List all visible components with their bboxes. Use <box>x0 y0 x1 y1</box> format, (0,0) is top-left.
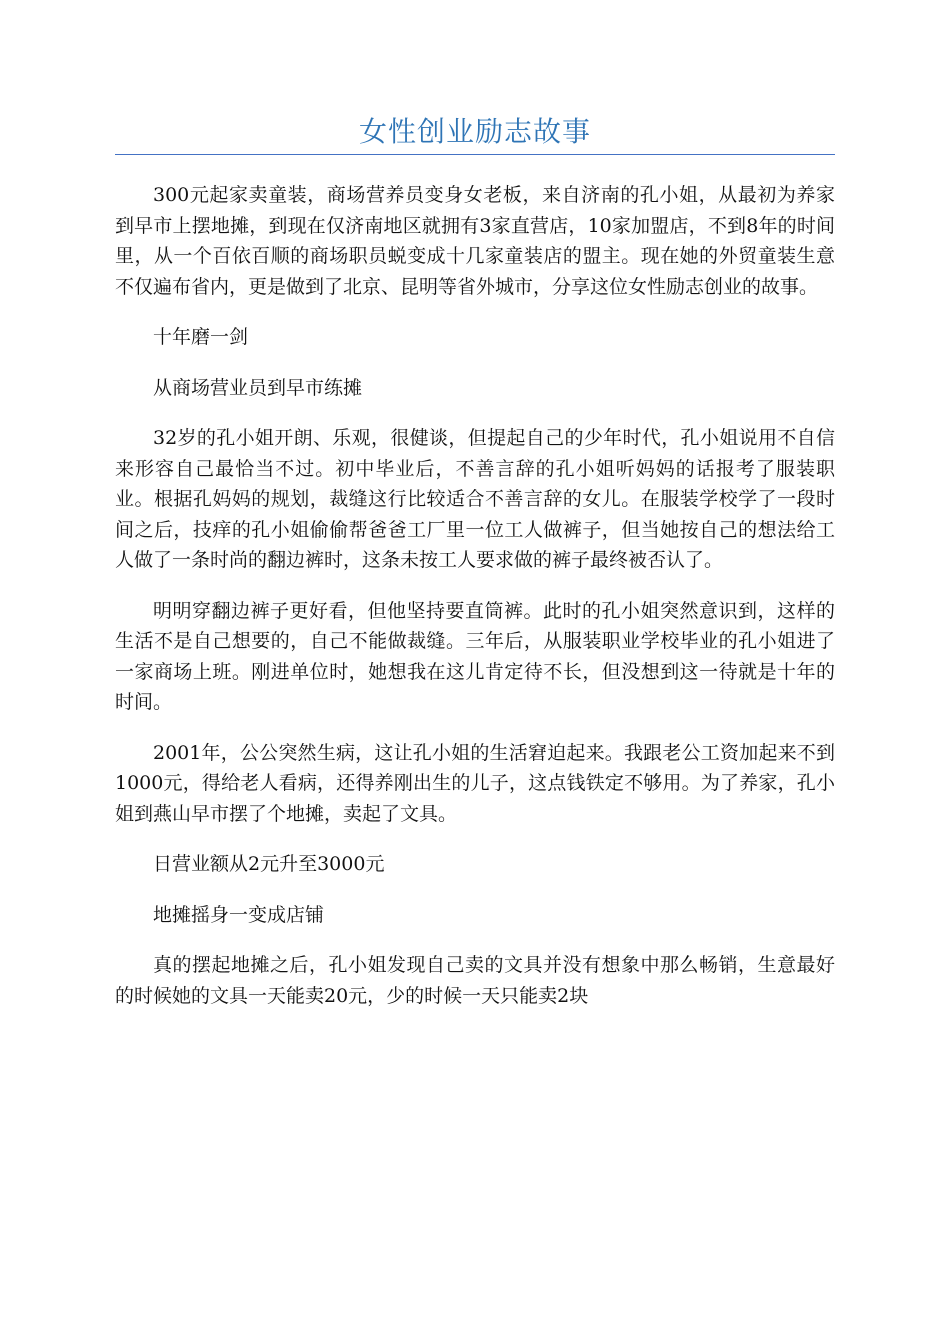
paragraph-intro: 300元起家卖童装，商场营养员变身女老板，来自济南的孔小姐，从最初为养家到早市上摆地摊，到现在仅济南地区就拥有3家直营店，10家加盟店，不到8年的时间里，从一个百依百顺的商场职员蜕变成十几家童装店的盟主。现在她的外贸童装生意不仅遍布省内，更是做到了北京、昆明等省外城市，分享这位女性励志创业的故事。 <box>115 184 835 298</box>
document-body <box>115 180 835 1031</box>
section-subheading: 地摊摇身一变成店铺 <box>153 903 325 926</box>
section-subheading: 从商场营业员到早市练摊 <box>153 376 363 399</box>
section-heading: 日营业额从2元升至3000元 <box>153 853 385 875</box>
paragraph: 明明穿翻边裤子更好看，但他坚持要直筒裤。此时的孔小姐突然意识到，这样的生活不是自己想要的，自己不能做裁缝。三年后，从服装职业学校毕业的孔小姐进了一家商场上班。刚进单位时，她想我在这儿肯定待不长，但没想到这一待就是十年的时间。 <box>115 599 835 713</box>
title-underline <box>115 154 835 155</box>
section-heading: 十年磨一剑 <box>153 326 249 348</box>
document-title: 女性创业励志故事 <box>358 115 591 148</box>
paragraph: 真的摆起地摊之后，孔小姐发现自己卖的文具并没有想象中那么畅销，生意最好的时候她的文具一天能卖20元，少的时候一天只能卖2块 <box>115 954 835 1007</box>
paragraph: 2001年，公公突然生病，这让孔小姐的生活窘迫起来。我跟老公工资加起来不到1000元，得给老人看病，还得养刚出生的儿子，这点钱铁定不够用。为了养家，孔小姐到燕山早市摆了个地摊，卖起了文具。 <box>115 741 835 825</box>
paragraph: 32岁的孔小姐开朗、乐观，很健谈，但提起自己的少年时代，孔小姐说用不自信来形容自己最恰当不过。初中毕业后，不善言辞的孔小姐听妈妈的话报考了服装职业。根据孔妈妈的规划，裁缝这行比较适合不善言辞的女儿。在服装学校学了一段时间之后，技痒的孔小姐偷偷帮爸爸工厂里一位工人做裤子，但当她按自己的想法给工人做了一条时尚的翻边裤时，这条未按工人要求做的裤子最终被否认了。 <box>115 427 835 571</box>
